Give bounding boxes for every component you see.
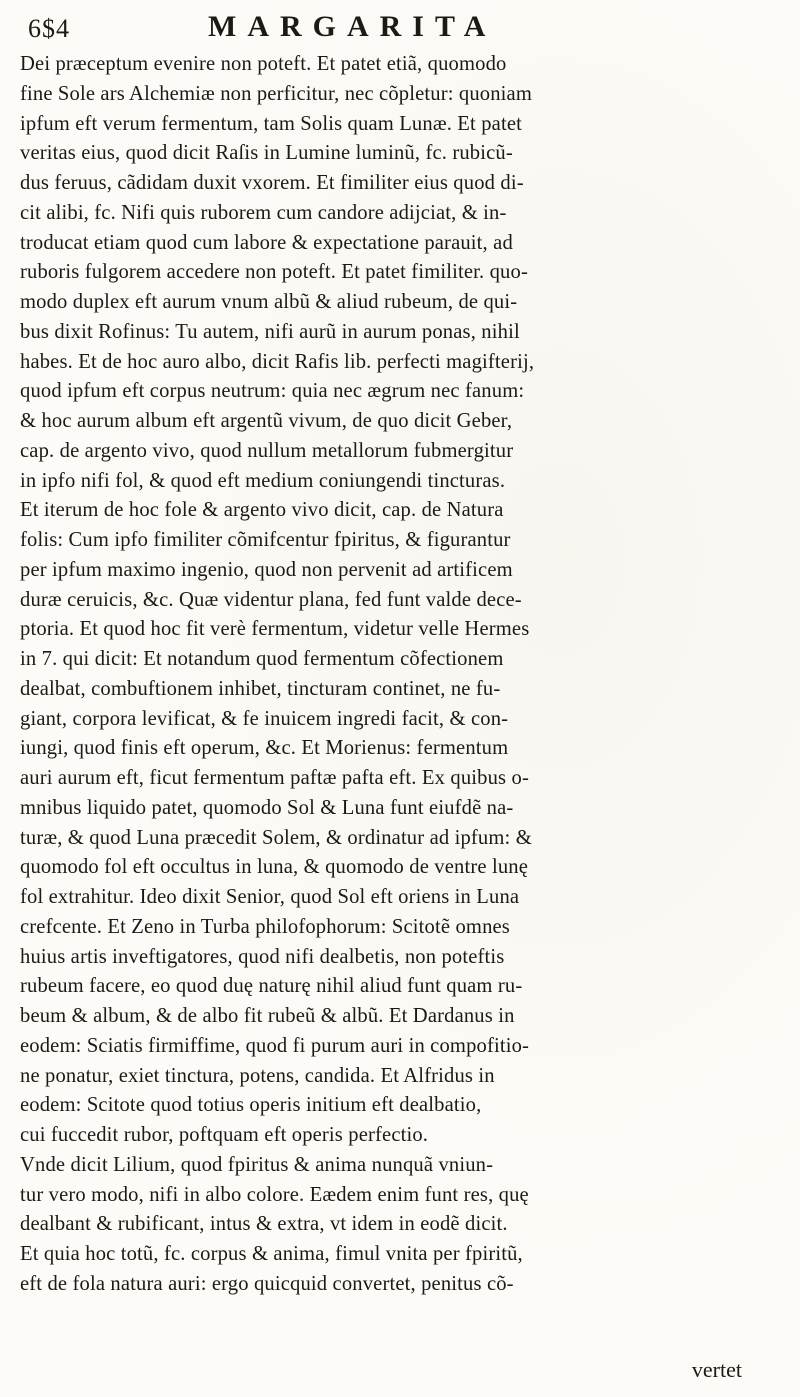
- text-line: cui fuccedit rubor, poftquam eft operis perfectio.: [20, 1124, 429, 1146]
- text-line: eodem: Scitote quod totius operis initium eft dealbatio,: [20, 1094, 482, 1117]
- text-line: ipfum eft verum fermentum, tam Solis quam Lunæ. Et patet: [20, 112, 522, 135]
- text-line: dus feruus, cãdidam duxit vxorem. Et fimiliter eius quod di-: [20, 172, 524, 194]
- text-line: beum & album, & de albo fit rubeũ & albũ. Et Dardanus in: [20, 1005, 515, 1027]
- text-line: fine Sole ars Alchemiæ non perficitur, nec cõpletur: quoniam: [20, 82, 533, 105]
- text-line: huius artis inveftigatores, quod nifi dealbetis, non poteftis: [20, 945, 505, 968]
- text-line: in ipfo nifi fol, & quod eft medium coniungendi tincturas.: [20, 469, 506, 492]
- page-number: 6$4: [28, 14, 70, 43]
- text-line: habes. Et de hoc auro albo, dicit Rafis lib. perfecti magifterij,: [20, 350, 535, 373]
- text-line: cap. de argento vivo, quod nullum metallorum fubmergitur: [20, 439, 514, 462]
- text-line: Vnde dicit Lilium, quod fpiritus & anima nunquã vniun-: [20, 1153, 494, 1176]
- text-line: per ipfum maximo ingenio, quod non pervenit ad artificem: [20, 558, 513, 581]
- text-line: ruboris fulgorem accedere non poteft. Et patet fimiliter. quo-: [20, 261, 528, 284]
- text-line: Et iterum de hoc fole & argento vivo dicit, cap. de Natura: [20, 499, 504, 522]
- text-line: tur vero modo, nifi in albo colore. Eædem enim funt res, quę: [20, 1183, 529, 1206]
- text-line: modo duplex eft aurum vnum albũ & aliud rubeum, de qui-: [20, 291, 518, 313]
- text-line: quomodo fol eft occultus in luna, & quomodo de ventre lunę: [20, 856, 528, 879]
- text-line: dealbat, combuftionem inhibet, tincturam continet, ne fu-: [20, 677, 501, 700]
- running-title: MARGARITA: [208, 10, 497, 43]
- text-line: Dei præceptum evenire non poteft. Et patet etiã, quomodo: [20, 53, 507, 75]
- text-line: rubeum facere, eo quod duę naturę nihil aliud funt quam ru-: [20, 975, 523, 998]
- text-line: bus dixit Rofinus: Tu autem, nifi aurũ in aurum ponas, nihil: [20, 320, 520, 343]
- text-line: duræ ceruicis, &c. Quæ videntur plana, fed funt valde dece-: [20, 588, 522, 611]
- text-line: eft de fola natura auri: ergo quicquid convertet, penitus cõ-: [20, 1272, 514, 1295]
- text-line: ne ponatur, exiet tinctura, potens, candida. Et Alfridus in: [20, 1064, 495, 1087]
- text-line: quod ipfum eft corpus neutrum: quia nec ægrum nec fanum:: [20, 380, 525, 403]
- text-line: iungi, quod finis eft operum, &c. Et Morienus: fermentum: [20, 737, 509, 760]
- text-line: eodem: Sciatis firmiffime, quod fi purum auri in compofitio-: [20, 1034, 530, 1057]
- text-line: troducat etiam quod cum labore & expectatione parauit, ad: [20, 231, 513, 254]
- text-line: crefcente. Et Zeno in Turba philofophorum: Scitotẽ omnes: [20, 915, 510, 938]
- text-line: mnibus liquido patet, quomodo Sol & Luna funt eiufdẽ na-: [20, 796, 514, 819]
- text-line: ptoria. Et quod hoc fit verè fermentum, videtur velle Hermes: [20, 618, 530, 641]
- text-line: giant, corpora levificat, & fe inuicem ingredi facit, & con-: [20, 707, 509, 730]
- body-text: [20, 50, 786, 1300]
- text-line: Et quia hoc totũ, fc. corpus & anima, fimul vnita per fpiritũ,: [20, 1243, 523, 1265]
- running-head: [28, 10, 780, 50]
- text-line: dealbant & rubificant, intus & extra, vt idem in eodẽ dicit.: [20, 1213, 508, 1236]
- text-line: & hoc aurum album eft argentũ vivum, de quo dicit Geber,: [20, 410, 513, 432]
- text-line: folis: Cum ipfo fimiliter cõmifcentur fpiritus, & figurantur: [20, 529, 511, 551]
- catchword: vertet: [691, 1357, 742, 1382]
- text-line: in 7. qui dicit: Et notandum quod fermentum cõfectionem: [20, 648, 504, 670]
- text-line: turæ, & quod Luna præcedit Solem, & ordinatur ad ipfum: &: [20, 826, 532, 849]
- text-line: fol extrahitur. Ideo dixit Senior, quod Sol eft oriens in Luna: [20, 886, 520, 908]
- text-line: auri aurum eft, ficut fermentum paftæ pafta eft. Ex quibus o-: [20, 767, 529, 789]
- text-line: cit alibi, fc. Nifi quis ruborem cum candore adijciat, & in-: [20, 201, 507, 224]
- text-line: veritas eius, quod dicit Raſis in Lumine luminũ, fc. rubicũ-: [20, 142, 513, 165]
